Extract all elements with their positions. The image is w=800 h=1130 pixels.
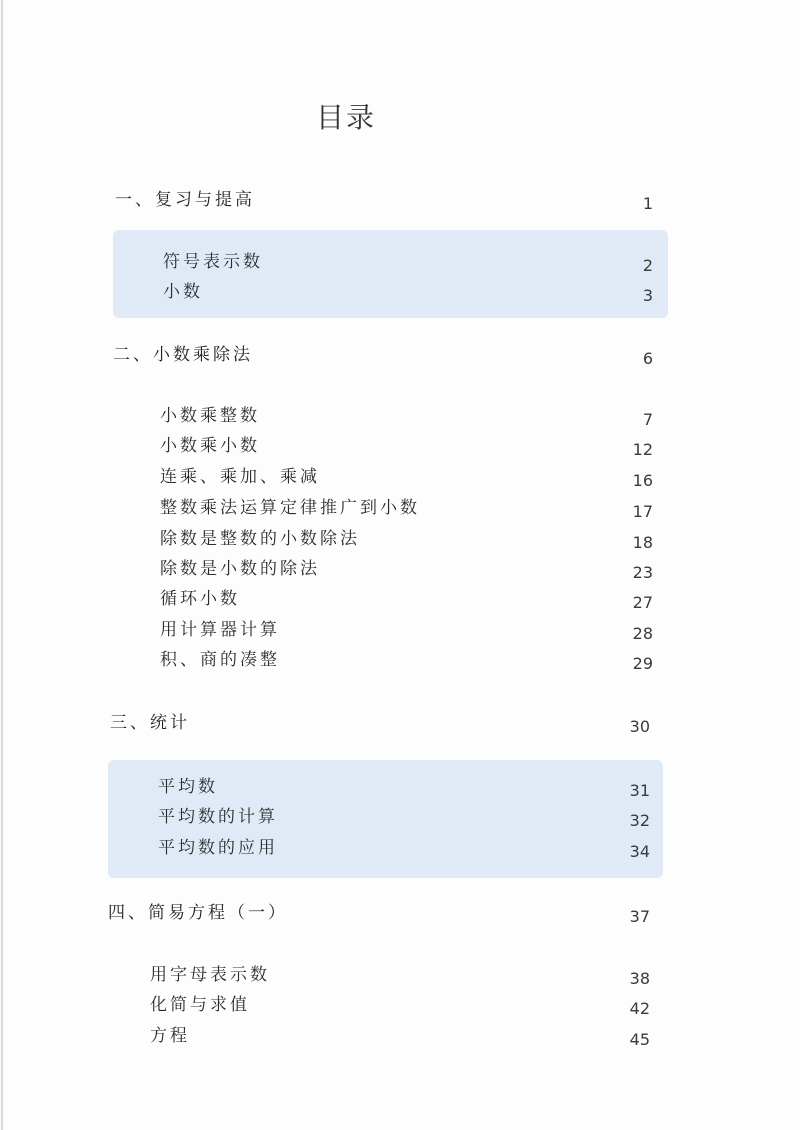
toc-entry	[160, 434, 653, 458]
page-number: 45	[629, 1030, 650, 1049]
entry-label: 化简与求值	[150, 995, 250, 1015]
toc-entry	[150, 963, 650, 987]
entry-label: 整数乘法运算定律推广到小数	[160, 498, 420, 518]
page-number: 17	[632, 502, 653, 521]
page-number: 34	[629, 842, 650, 861]
page-number: 28	[632, 624, 653, 643]
section-title: 一、复习与提高	[115, 190, 255, 210]
page-number: 38	[629, 969, 650, 988]
page-number: 37	[629, 907, 650, 926]
toc-entry	[158, 775, 650, 799]
toc-entry	[160, 618, 653, 642]
toc-entry	[163, 250, 653, 274]
section-heading-4	[108, 901, 650, 925]
page-number: 23	[632, 563, 653, 582]
page-number: 42	[629, 999, 650, 1018]
entry-label: 平均数的应用	[158, 838, 278, 858]
entry-label: 平均数	[158, 777, 218, 797]
page-number: 30	[629, 717, 650, 736]
page-number: 3	[642, 286, 653, 305]
toc-entry	[160, 465, 653, 489]
entry-label: 用字母表示数	[150, 965, 270, 985]
toc-entry	[160, 587, 653, 611]
page-number: 18	[632, 533, 653, 552]
page-number: 7	[642, 410, 653, 429]
page-number: 12	[632, 440, 653, 459]
toc-entry	[160, 648, 653, 672]
page-number: 16	[632, 471, 653, 490]
toc-entry	[163, 280, 653, 304]
section-title: 二、小数乘除法	[113, 345, 253, 365]
page-title: 目录	[315, 101, 376, 134]
page-number: 29	[632, 654, 653, 673]
entry-label: 除数是小数的除法	[160, 559, 320, 579]
toc-entry	[150, 993, 650, 1017]
entry-label: 除数是整数的小数除法	[160, 529, 360, 549]
toc-entry	[150, 1024, 650, 1048]
section-title: 三、统计	[110, 713, 190, 733]
entry-label: 用计算器计算	[160, 620, 280, 640]
toc-entry	[158, 805, 650, 829]
page-number: 31	[629, 781, 650, 800]
page-number: 32	[629, 811, 650, 830]
toc-entry	[160, 527, 653, 551]
toc-entry	[160, 404, 653, 428]
entry-label: 小数	[163, 282, 203, 302]
entry-label: 循环小数	[160, 589, 240, 609]
page-number: 6	[642, 349, 653, 368]
section-heading-1	[115, 188, 653, 212]
toc-entry	[160, 496, 653, 520]
entry-label: 方程	[150, 1026, 190, 1046]
toc-entry	[160, 557, 653, 581]
scan-edge-line	[1, 0, 3, 1130]
page-number: 2	[642, 256, 653, 275]
section-title: 四、简易方程（一）	[108, 903, 288, 923]
section-heading-3	[110, 711, 650, 735]
page-number: 27	[632, 593, 653, 612]
section-heading-2	[113, 343, 653, 367]
toc-entry	[158, 836, 650, 860]
entry-label: 平均数的计算	[158, 807, 278, 827]
entry-label: 小数乘整数	[160, 406, 260, 426]
entry-label: 小数乘小数	[160, 436, 260, 456]
entry-label: 符号表示数	[163, 252, 263, 272]
page-number: 1	[642, 194, 653, 213]
entry-label: 连乘、乘加、乘减	[160, 467, 320, 487]
section-highlight-box	[113, 230, 668, 318]
entry-label: 积、商的凑整	[160, 650, 280, 670]
